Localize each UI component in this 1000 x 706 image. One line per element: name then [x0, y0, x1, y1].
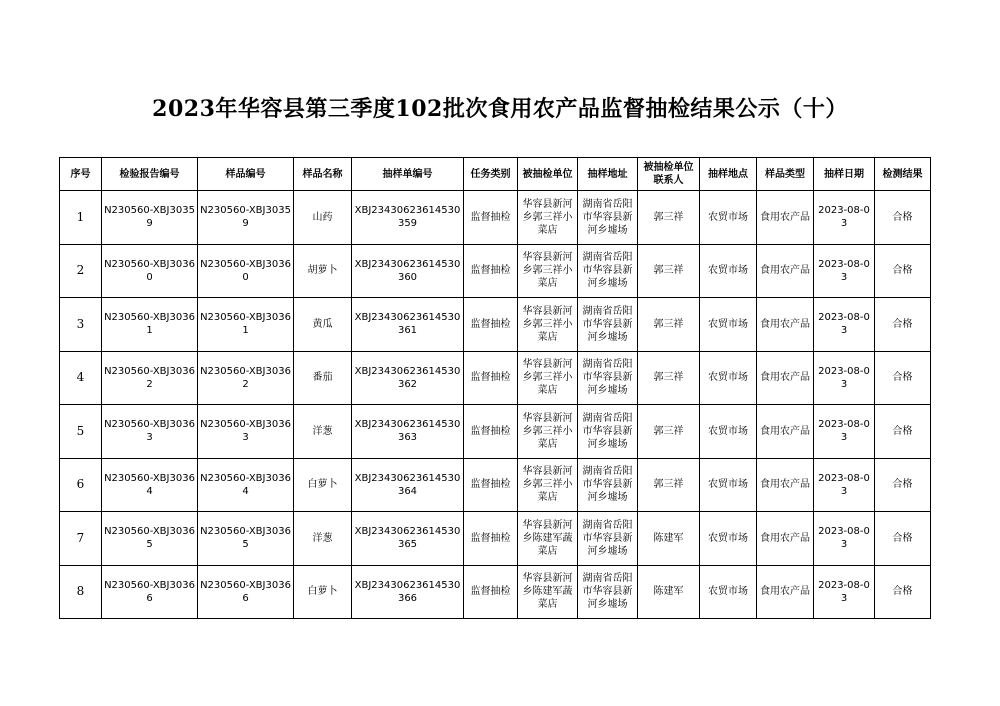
- cell-contact-person: 陈建军: [638, 565, 700, 619]
- header-sampling-address: 抽样地址: [578, 158, 638, 191]
- cell-task-type: 监督抽检: [464, 191, 518, 245]
- cell-sampling-site: 农贸市场: [700, 565, 757, 619]
- cell-contact-person: 郭三祥: [638, 298, 700, 352]
- page-title: 2023年华容县第三季度102批次食用农产品监督抽检结果公示（十）: [152, 96, 848, 122]
- cell-result: 合格: [875, 351, 931, 405]
- cell-sampling-date: 2023-08-03: [814, 351, 875, 405]
- cell-inspected-unit: 华容县新河乡郭三祥小菜店: [518, 458, 578, 512]
- table-row: [60, 191, 931, 245]
- cell-sample-type: 食用农产品: [757, 298, 814, 352]
- cell-task-type: 监督抽检: [464, 351, 518, 405]
- cell-inspected-unit: 华容县新河乡郭三祥小菜店: [518, 351, 578, 405]
- cell-sampling-address: 湖南省岳阳市华容县新河乡墟场: [578, 565, 638, 619]
- cell-seq: 4: [60, 351, 102, 405]
- cell-sampling-site: 农贸市场: [700, 351, 757, 405]
- header-task-type: 任务类别: [464, 158, 518, 191]
- cell-report-no: N230560-XBJ30365: [102, 512, 198, 566]
- cell-sampling-site: 农贸市场: [700, 458, 757, 512]
- cell-sample-no: N230560-XBJ30361: [198, 298, 294, 352]
- cell-sample-no: N230560-XBJ30365: [198, 512, 294, 566]
- cell-report-no: N230560-XBJ30360: [102, 244, 198, 298]
- table-row: [60, 405, 931, 459]
- header-contact-person: 被抽检单位联系人: [638, 158, 700, 191]
- cell-contact-person: 陈建军: [638, 512, 700, 566]
- cell-sample-name: 洋葱: [294, 512, 352, 566]
- table-header-row: [60, 158, 931, 191]
- cell-seq: 8: [60, 565, 102, 619]
- header-sample-type: 样品类型: [757, 158, 814, 191]
- cell-report-no: N230560-XBJ30363: [102, 405, 198, 459]
- cell-sampling-date: 2023-08-03: [814, 191, 875, 245]
- cell-sampling-site: 农贸市场: [700, 298, 757, 352]
- cell-task-type: 监督抽检: [464, 565, 518, 619]
- cell-inspected-unit: 华容县新河乡郭三祥小菜店: [518, 405, 578, 459]
- cell-contact-person: 郭三祥: [638, 191, 700, 245]
- cell-contact-person: 郭三祥: [638, 244, 700, 298]
- cell-result: 合格: [875, 405, 931, 459]
- cell-sampling-sheet-no: XBJ23430623614530364: [352, 458, 464, 512]
- cell-sampling-address: 湖南省岳阳市华容县新河乡墟场: [578, 351, 638, 405]
- cell-sample-name: 洋葱: [294, 405, 352, 459]
- cell-sampling-address: 湖南省岳阳市华容县新河乡墟场: [578, 512, 638, 566]
- cell-task-type: 监督抽检: [464, 512, 518, 566]
- cell-sampling-address: 湖南省岳阳市华容县新河乡墟场: [578, 405, 638, 459]
- cell-sample-type: 食用农产品: [757, 458, 814, 512]
- cell-inspected-unit: 华容县新河乡郭三祥小菜店: [518, 298, 578, 352]
- cell-sample-name: 胡萝卜: [294, 244, 352, 298]
- cell-seq: 6: [60, 458, 102, 512]
- table-row: [60, 565, 931, 619]
- cell-sample-name: 山药: [294, 191, 352, 245]
- header-sampling-sheet-no: 抽样单编号: [352, 158, 464, 191]
- cell-sampling-sheet-no: XBJ23430623614530362: [352, 351, 464, 405]
- cell-result: 合格: [875, 244, 931, 298]
- cell-task-type: 监督抽检: [464, 298, 518, 352]
- cell-sampling-sheet-no: XBJ23430623614530363: [352, 405, 464, 459]
- cell-sample-name: 番茄: [294, 351, 352, 405]
- cell-result: 合格: [875, 512, 931, 566]
- cell-sample-name: 白萝卜: [294, 565, 352, 619]
- header-sample-no: 样品编号: [198, 158, 294, 191]
- header-report-no: 检验报告编号: [102, 158, 198, 191]
- cell-inspected-unit: 华容县新河乡郭三祥小菜店: [518, 244, 578, 298]
- cell-sampling-address: 湖南省岳阳市华容县新河乡墟场: [578, 298, 638, 352]
- cell-sampling-date: 2023-08-03: [814, 244, 875, 298]
- cell-sampling-date: 2023-08-03: [814, 405, 875, 459]
- cell-sampling-address: 湖南省岳阳市华容县新河乡墟场: [578, 191, 638, 245]
- cell-sample-no: N230560-XBJ30359: [198, 191, 294, 245]
- cell-task-type: 监督抽检: [464, 405, 518, 459]
- cell-sample-no: N230560-XBJ30363: [198, 405, 294, 459]
- cell-sampling-site: 农贸市场: [700, 244, 757, 298]
- cell-sampling-sheet-no: XBJ23430623614530360: [352, 244, 464, 298]
- table-row: [60, 458, 931, 512]
- cell-sampling-address: 湖南省岳阳市华容县新河乡墟场: [578, 244, 638, 298]
- cell-sample-name: 黄瓜: [294, 298, 352, 352]
- table-row: [60, 351, 931, 405]
- cell-sample-type: 食用农产品: [757, 565, 814, 619]
- cell-report-no: N230560-XBJ30366: [102, 565, 198, 619]
- cell-sample-type: 食用农产品: [757, 512, 814, 566]
- cell-sampling-sheet-no: XBJ23430623614530361: [352, 298, 464, 352]
- cell-sampling-sheet-no: XBJ23430623614530359: [352, 191, 464, 245]
- header-sample-name: 样品名称: [294, 158, 352, 191]
- header-inspected-unit: 被抽检单位: [518, 158, 578, 191]
- cell-sample-type: 食用农产品: [757, 351, 814, 405]
- cell-contact-person: 郭三祥: [638, 351, 700, 405]
- cell-sample-name: 白萝卜: [294, 458, 352, 512]
- cell-report-no: N230560-XBJ30362: [102, 351, 198, 405]
- cell-contact-person: 郭三祥: [638, 405, 700, 459]
- cell-sampling-site: 农贸市场: [700, 191, 757, 245]
- cell-sampling-site: 农贸市场: [700, 512, 757, 566]
- cell-result: 合格: [875, 565, 931, 619]
- cell-inspected-unit: 华容县新河乡郭三祥小菜店: [518, 191, 578, 245]
- cell-result: 合格: [875, 458, 931, 512]
- cell-sample-no: N230560-XBJ30362: [198, 351, 294, 405]
- cell-sampling-sheet-no: XBJ23430623614530366: [352, 565, 464, 619]
- results-table: [59, 157, 931, 619]
- header-seq: 序号: [60, 158, 102, 191]
- cell-sample-type: 食用农产品: [757, 405, 814, 459]
- cell-sampling-date: 2023-08-03: [814, 565, 875, 619]
- cell-sample-no: N230560-XBJ30364: [198, 458, 294, 512]
- header-result: 检测结果: [875, 158, 931, 191]
- cell-inspected-unit: 华容县新河乡陈建军蔬菜店: [518, 565, 578, 619]
- cell-seq: 7: [60, 512, 102, 566]
- cell-sample-type: 食用农产品: [757, 244, 814, 298]
- cell-sampling-address: 湖南省岳阳市华容县新河乡墟场: [578, 458, 638, 512]
- cell-sample-no: N230560-XBJ30366: [198, 565, 294, 619]
- cell-task-type: 监督抽检: [464, 458, 518, 512]
- cell-report-no: N230560-XBJ30364: [102, 458, 198, 512]
- cell-result: 合格: [875, 191, 931, 245]
- header-sampling-date: 抽样日期: [814, 158, 875, 191]
- cell-sampling-date: 2023-08-03: [814, 298, 875, 352]
- cell-seq: 3: [60, 298, 102, 352]
- cell-sampling-sheet-no: XBJ23430623614530365: [352, 512, 464, 566]
- cell-seq: 2: [60, 244, 102, 298]
- cell-sampling-date: 2023-08-03: [814, 512, 875, 566]
- cell-inspected-unit: 华容县新河乡陈建军蔬菜店: [518, 512, 578, 566]
- cell-sampling-site: 农贸市场: [700, 405, 757, 459]
- cell-sample-no: N230560-XBJ30360: [198, 244, 294, 298]
- cell-sample-type: 食用农产品: [757, 191, 814, 245]
- cell-result: 合格: [875, 298, 931, 352]
- header-sampling-site: 抽样地点: [700, 158, 757, 191]
- table-row: [60, 298, 931, 352]
- cell-sampling-date: 2023-08-03: [814, 458, 875, 512]
- cell-report-no: N230560-XBJ30359: [102, 191, 198, 245]
- cell-report-no: N230560-XBJ30361: [102, 298, 198, 352]
- cell-contact-person: 郭三祥: [638, 458, 700, 512]
- table-row: [60, 244, 931, 298]
- cell-seq: 5: [60, 405, 102, 459]
- cell-seq: 1: [60, 191, 102, 245]
- cell-task-type: 监督抽检: [464, 244, 518, 298]
- table-row: [60, 512, 931, 566]
